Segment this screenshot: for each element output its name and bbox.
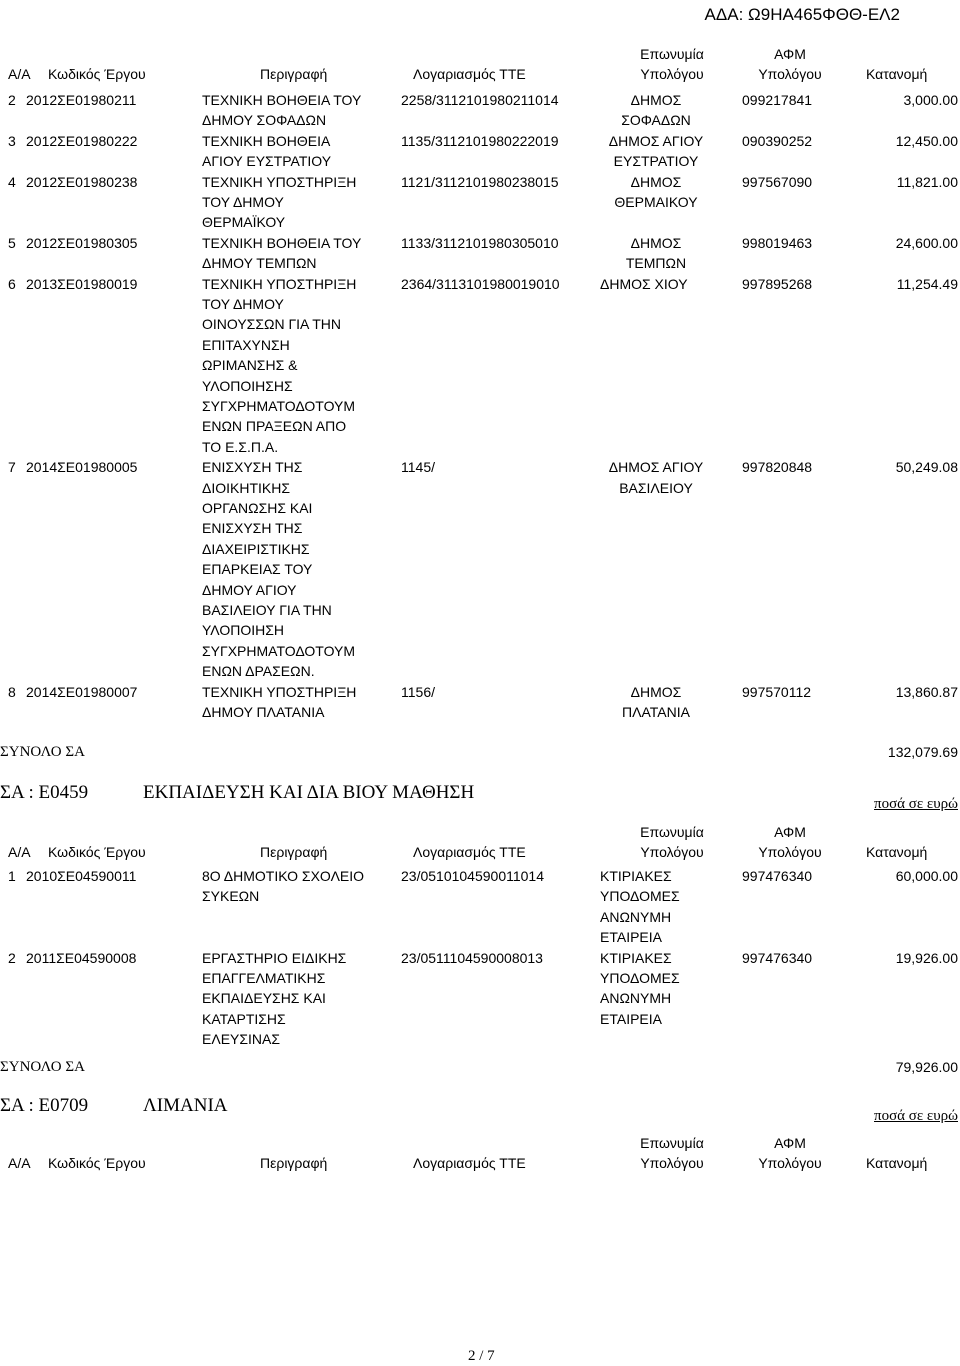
project-code: 2014ΣΕ01980007 (26, 683, 138, 700)
project-description: ΣΥΓΧΡΗΜΑΤΟΔΟΤΟΥΜ (202, 398, 356, 414)
project-description: ΤΕΧΝΙΚΗ ΒΟΗΘΕΙΑ ΤΟΥ (202, 234, 362, 251)
col-header-account: Λογαριασμός ΤΤΕ (413, 844, 526, 860)
accountable-name: ΑΝΩΝΥΜΗ (600, 908, 672, 925)
amount-unit-note: ποσά σε ευρώ (874, 796, 958, 812)
project-description: ΕΝΙΣΧΥΣΗ ΤΗΣ (202, 520, 303, 537)
accountable-name: ΔΗΜΟΣ (630, 234, 682, 251)
project-description: ΤΕΧΝΙΚΗ ΥΠΟΣΤΗΡΙΞΗ (202, 275, 357, 292)
row-number: 4 (8, 173, 16, 190)
section-total-value: 132,079.69 (887, 744, 958, 760)
project-description: ΕΡΓΑΣΤΗΡΙΟ ΕΙΔΙΚΗΣ (202, 949, 347, 966)
section-title: ΕΚΠΑΙΔΕΥΣΗ ΚΑΙ ΔΙΑ ΒΙΟΥ ΜΑΘΗΣΗ (143, 782, 475, 803)
row-number: 2 (8, 949, 16, 966)
project-code: 2014ΣΕ01980005 (26, 459, 138, 476)
project-description: ΕΝΙΣΧΥΣΗ ΤΗΣ (202, 459, 303, 476)
project-code: 2012ΣΕ01980211 (26, 92, 137, 108)
col-header-afm: Υπολόγου (758, 66, 822, 82)
document-ada-reference: ΑΔΑ: Ω9ΗΑ465ΦΘΘ-ΕΛ2 (704, 5, 900, 24)
col-header-aa: Α/Α (8, 844, 31, 860)
row-number: 8 (8, 683, 16, 700)
project-code: 2012ΣΕ01980238 (26, 173, 138, 190)
accountable-name: ΔΗΜΟΣ ΧΙΟΥ (600, 275, 688, 292)
accountable-name: ΔΗΜΟΣ (630, 92, 682, 108)
allocation-amount: 50,249.08 (895, 459, 958, 476)
project-code: 2013ΣΕ01980019 (26, 275, 138, 292)
project-description: ΕΠΙΤΑΧΥΝΣΗ (202, 336, 290, 353)
project-description: 8Ο ΔΗΜΟΤΙΚΟ ΣΧΟΛΕΙΟ (202, 868, 365, 884)
accountable-name: ΣΟΦΑΔΩΝ (621, 112, 691, 129)
project-description: ΒΑΣΙΛΕΙΟΥ ΓΙΑ ΤΗΝ (202, 602, 332, 618)
account-number: 1133/3112101980305010 (401, 234, 559, 251)
row-number: 5 (8, 234, 16, 251)
project-description: ΕΝΩΝ ΠΡΑΞΕΩΝ ΑΠΟ (202, 418, 347, 435)
allocation-amount: 11,254.49 (896, 275, 958, 292)
project-description: ΤΕΧΝΙΚΗ ΒΟΗΘΕΙΑ (202, 132, 331, 149)
section-total-label: ΣΥΝΟΛΟ ΣΑ (0, 744, 85, 760)
row-number: 1 (8, 868, 16, 884)
col-header-name: Υπολόγου (640, 1155, 704, 1171)
account-number: 1145/ (401, 459, 435, 476)
accountable-afm: 997895268 (742, 275, 813, 292)
row-number: 2 (8, 92, 16, 108)
accountable-name: ΥΠΟΔΟΜΕΣ (600, 970, 680, 986)
col-header-name: Επωνυμία (640, 46, 704, 62)
accountable-afm: 090390252 (742, 132, 813, 149)
col-header-afm: ΑΦΜ (774, 824, 806, 840)
col-header-name: Επωνυμία (640, 824, 704, 840)
accountable-afm: 998019463 (742, 234, 813, 251)
project-description: ΟΡΓΑΝΩΣΗΣ ΚΑΙ (202, 500, 313, 516)
project-description: ΔΗΜΟΥ ΣΟΦΑΔΩΝ (202, 112, 327, 129)
account-number: 1156/ (401, 683, 435, 700)
col-header-aa: Α/Α (8, 66, 31, 82)
project-code: 2012ΣΕ01980305 (26, 234, 138, 251)
project-code: 2010ΣΕ04590011 (26, 868, 137, 884)
col-header-afm: ΑΦΜ (774, 46, 806, 62)
project-description: ΔΗΜΟΥ ΠΛΑΤΑΝΙΑ (202, 704, 325, 720)
accountable-name: ΔΗΜΟΣ (630, 683, 682, 700)
col-header-name: Επωνυμία (640, 1135, 704, 1151)
account-number: 23/0510104590011014 (401, 868, 545, 884)
project-description: ΘΕΡΜΑΪΚΟΥ (202, 214, 286, 231)
section-code: ΣΑ : Ε0709 (0, 1095, 89, 1116)
project-description: ΤΕΧΝΙΚΗ ΥΠΟΣΤΗΡΙΞΗ (202, 683, 357, 700)
accountable-name: ΔΗΜΟΣ (630, 173, 682, 190)
col-header-description: Περιγραφή (260, 844, 328, 860)
project-description: ΥΛΟΠΟΙΗΣΗ (202, 622, 285, 639)
accountable-afm: 997820848 (742, 459, 813, 476)
section-code: ΣΑ : Ε0459 (0, 782, 89, 803)
allocation-amount: 19,926.00 (895, 949, 958, 966)
project-description: ΟΙΝΟΥΣΣΩΝ ΓΙΑ ΤΗΝ (202, 316, 342, 333)
accountable-name: ΕΥΣΤΡΑΤΙΟΥ (613, 153, 699, 170)
project-description: ΣΥΚΕΩΝ (202, 888, 260, 905)
col-header-aa: Α/Α (8, 1155, 31, 1171)
allocation-amount: 13,860.87 (895, 683, 958, 700)
project-code: 2011ΣΕ04590008 (26, 949, 137, 966)
project-description: ΩΡΙΜΑΝΣΗΣ & (202, 357, 298, 374)
section-title: ΛΙΜΑΝΙΑ (143, 1095, 228, 1116)
accountable-name: ΚΤΙΡΙΑΚΕΣ (600, 868, 672, 884)
col-header-allocation: Κατανομή (866, 1155, 928, 1171)
col-header-code: Κωδικός Έργου (48, 1155, 146, 1171)
project-description: ΥΛΟΠΟΙΗΣΗΣ (202, 377, 293, 394)
project-description: ΕΠΑΡΚΕΙΑΣ ΤΟΥ (202, 561, 313, 578)
row-number: 3 (8, 132, 16, 149)
accountable-name: ΒΑΣΙΛΕΙΟΥ (619, 479, 693, 496)
accountable-afm: 997567090 (742, 173, 813, 190)
allocation-amount: 3,000.00 (903, 92, 958, 108)
col-header-name: Υπολόγου (640, 66, 704, 82)
project-description: ΕΠΑΓΓΕΛΜΑΤΙΚΗΣ (202, 970, 326, 986)
accountable-name: ΠΛΑΤΑΝΙΑ (622, 704, 690, 720)
accountable-name: ΕΤΑΙΡΕΙΑ (600, 929, 662, 946)
account-number: 23/0511104590008013 (401, 949, 543, 966)
project-description: ΔΗΜΟΥ ΑΓΙΟΥ (202, 581, 297, 598)
col-header-allocation: Κατανομή (866, 66, 928, 82)
accountable-name: ΤΕΜΠΩΝ (625, 255, 687, 272)
account-number: 2364/3113101980019010 (401, 275, 560, 292)
col-header-description: Περιγραφή (260, 66, 328, 82)
project-description: ΕΝΩΝ ΔΡΑΣΕΩΝ. (202, 663, 315, 680)
accountable-afm: 997476340 (742, 868, 813, 884)
project-description: ΑΓΙΟΥ ΕΥΣΤΡΑΤΙΟΥ (202, 153, 332, 170)
accountable-name: ΑΝΩΝΥΜΗ (600, 990, 672, 1007)
accountable-name: ΔΗΜΟΣ ΑΓΙΟΥ (608, 459, 704, 476)
accountable-afm: 099217841 (742, 92, 813, 108)
row-number: 6 (8, 275, 16, 292)
project-description: ΔΙΑΧΕΙΡΙΣΤΙΚΗΣ (202, 540, 310, 557)
col-header-description: Περιγραφή (260, 1155, 328, 1171)
col-header-code: Κωδικός Έργου (48, 844, 146, 860)
col-header-allocation: Κατανομή (866, 844, 928, 860)
col-header-afm: ΑΦΜ (774, 1135, 806, 1151)
project-description: ΔΗΜΟΥ ΤΕΜΠΩΝ (202, 255, 317, 272)
allocation-amount: 12,450.00 (895, 132, 958, 149)
allocation-amount: 60,000.00 (895, 868, 958, 884)
col-header-account: Λογαριασμός ΤΤΕ (413, 1155, 526, 1171)
accountable-name: ΔΗΜΟΣ ΑΓΙΟΥ (608, 132, 704, 149)
section-total-label: ΣΥΝΟΛΟ ΣΑ (0, 1059, 85, 1075)
col-header-name: Υπολόγου (640, 844, 704, 860)
project-description: ΚΑΤΑΡΤΙΣΗΣ (202, 1010, 286, 1027)
allocation-amount: 24,600.00 (895, 234, 958, 251)
project-description: ΔΙΟΙΚΗΤΙΚΗΣ (202, 479, 291, 496)
account-number: 1135/3112101980222019 (401, 132, 559, 149)
allocation-amount: 11,821.00 (896, 173, 958, 190)
accountable-afm: 997570112 (742, 683, 812, 700)
project-description: ΤΟΥ ΔΗΜΟΥ (202, 194, 284, 210)
col-header-account: Λογαριασμός ΤΤΕ (413, 66, 526, 82)
col-header-afm: Υπολόγου (758, 1155, 822, 1171)
accountable-name: ΥΠΟΔΟΜΕΣ (600, 888, 680, 905)
project-description: ΤΟ Ε.Σ.Π.Α. (202, 438, 279, 455)
page-number: 2 / 7 (468, 1348, 495, 1364)
project-description: ΕΛΕΥΣΙΝΑΣ (202, 1031, 281, 1048)
project-code: 2012ΣΕ01980222 (26, 132, 138, 149)
row-number: 7 (8, 459, 16, 476)
project-description: ΤΕΧΝΙΚΗ ΥΠΟΣΤΗΡΙΞΗ (202, 173, 357, 190)
project-description: ΤΕΧΝΙΚΗ ΒΟΗΘΕΙΑ ΤΟΥ (202, 92, 362, 108)
amount-unit-note: ποσά σε ευρώ (874, 1108, 958, 1124)
accountable-name: ΘΕΡΜΑΙΚΟΥ (614, 194, 698, 210)
col-header-code: Κωδικός Έργου (48, 66, 146, 82)
accountable-name: ΕΤΑΙΡΕΙΑ (600, 1010, 662, 1027)
accountable-afm: 997476340 (742, 949, 813, 966)
project-description: ΣΥΓΧΡΗΜΑΤΟΔΟΤΟΥΜ (202, 642, 356, 659)
section-total-value: 79,926.00 (895, 1059, 958, 1075)
accountable-name: ΚΤΙΡΙΑΚΕΣ (600, 949, 672, 966)
account-number: 1121/3112101980238015 (401, 173, 559, 190)
project-description: ΤΟΥ ΔΗΜΟΥ (202, 296, 284, 312)
project-description: ΕΚΠΑΙΔΕΥΣΗΣ ΚΑΙ (202, 990, 326, 1007)
account-number: 2258/3112101980211014 (401, 92, 559, 108)
col-header-afm: Υπολόγου (758, 844, 822, 860)
